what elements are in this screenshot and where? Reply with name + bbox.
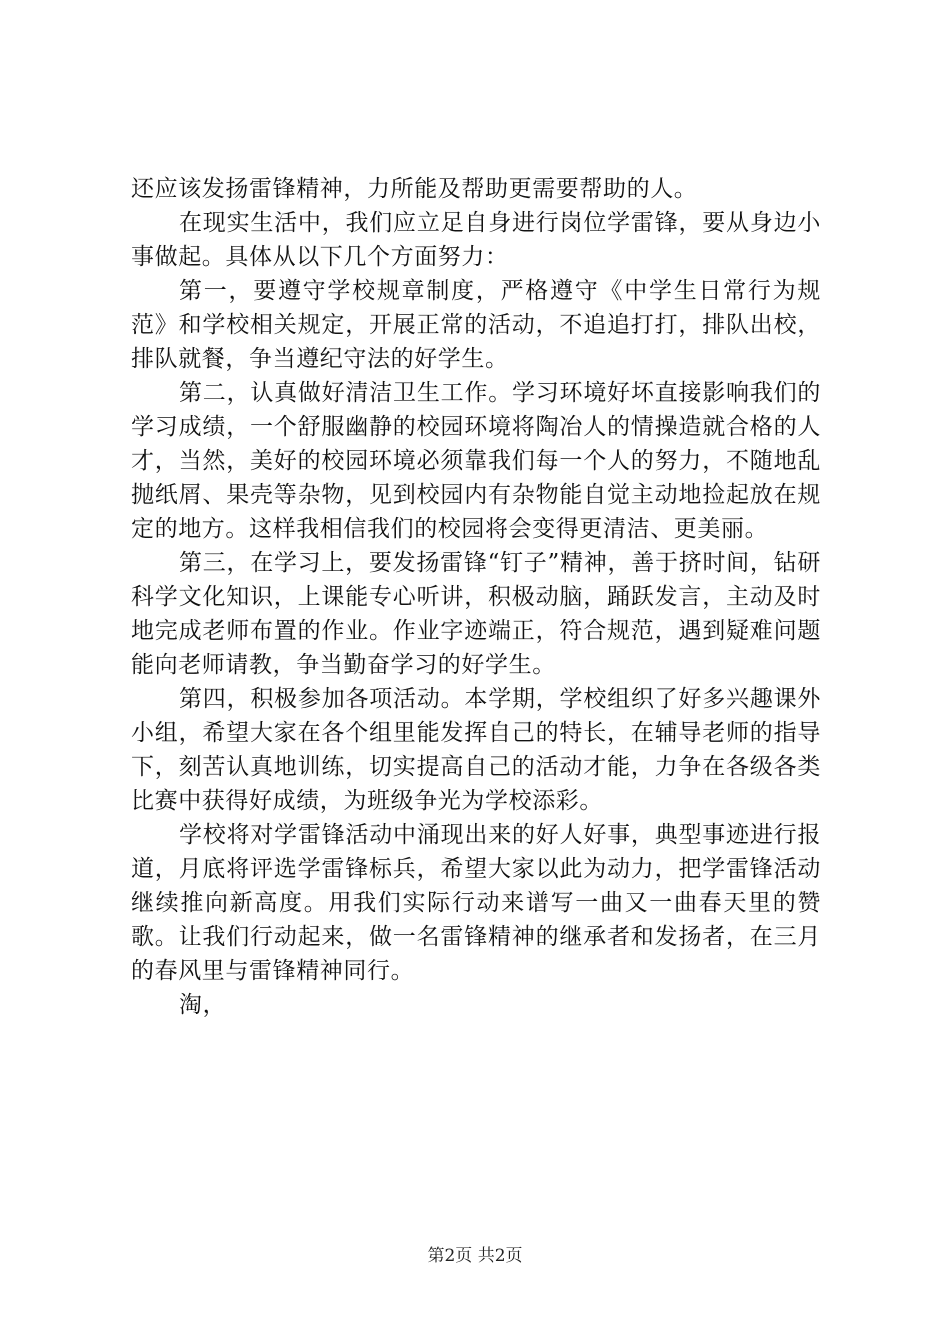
document-body xyxy=(131,172,821,1022)
paragraph-point-three: 第三，在学习上，要发扬雷锋“钉子”精神，善于挤时间，钻研科学文化知识，上课能专心听讲，积极动脑，踊跃发言，主动及时地完成老师布置的作业。作业字迹端正，符合规范，遇到疑难问题能向老师请教，争当勤奋学习的好学生。 xyxy=(131,550,821,678)
paragraph-point-two: 第二，认真做好清洁卫生工作。学习环境好坏直接影响我们的学习成绩，一个舒服幽静的校园环境将陶冶人的情操造就合格的人才，当然，美好的校园环境必须靠我们每一个人的努力，不随地乱抛纸屑、果壳等杂物，见到校园内有杂物能自觉主动地捡起放在规定的地方。这样我相信我们的校园将会变得更清洁、更美丽。 xyxy=(131,380,821,542)
paragraph-conclusion: 学校将对学雷锋活动中涌现出来的好人好事，典型事迹进行报道，月底将评选学雷锋标兵，希望大家以此为动力，把学雷锋活动继续推向新高度。用我们实际行动来谱写一曲又一曲春天里的赞歌。让我们行动起来，做一名雷锋精神的继承者和发扬者，在三月的春风里与雷锋精神同行。 xyxy=(131,822,821,984)
paragraph-point-four: 第四，积极参加各项活动。本学期，学校组织了好多兴趣课外小组，希望大家在各个组里能发挥自己的特长，在辅导老师的指导下，刻苦认真地训练，切实提高自己的活动才能，力争在各级各类比赛中获得好成绩，为班级争光为学校添彩。 xyxy=(131,686,821,814)
paragraph-intro: 在现实生活中，我们应立足自身进行岗位学雷锋，要从身边小事做起。具体从以下几个方面努力： xyxy=(131,210,821,270)
paragraph-point-one: 第一，要遵守学校规章制度，严格遵守《中学生日常行为规范》和学校相关规定，开展正常的活动，不追追打打，排队出校，排队就餐，争当遵纪守法的好学生。 xyxy=(131,278,821,372)
paragraph-fragment: 淘， xyxy=(179,992,227,1018)
page-number-footer: 第2页 共2页 xyxy=(427,1246,523,1266)
paragraph-continuation: 还应该发扬雷锋精神，力所能及帮助更需要帮助的人。 xyxy=(131,176,698,202)
